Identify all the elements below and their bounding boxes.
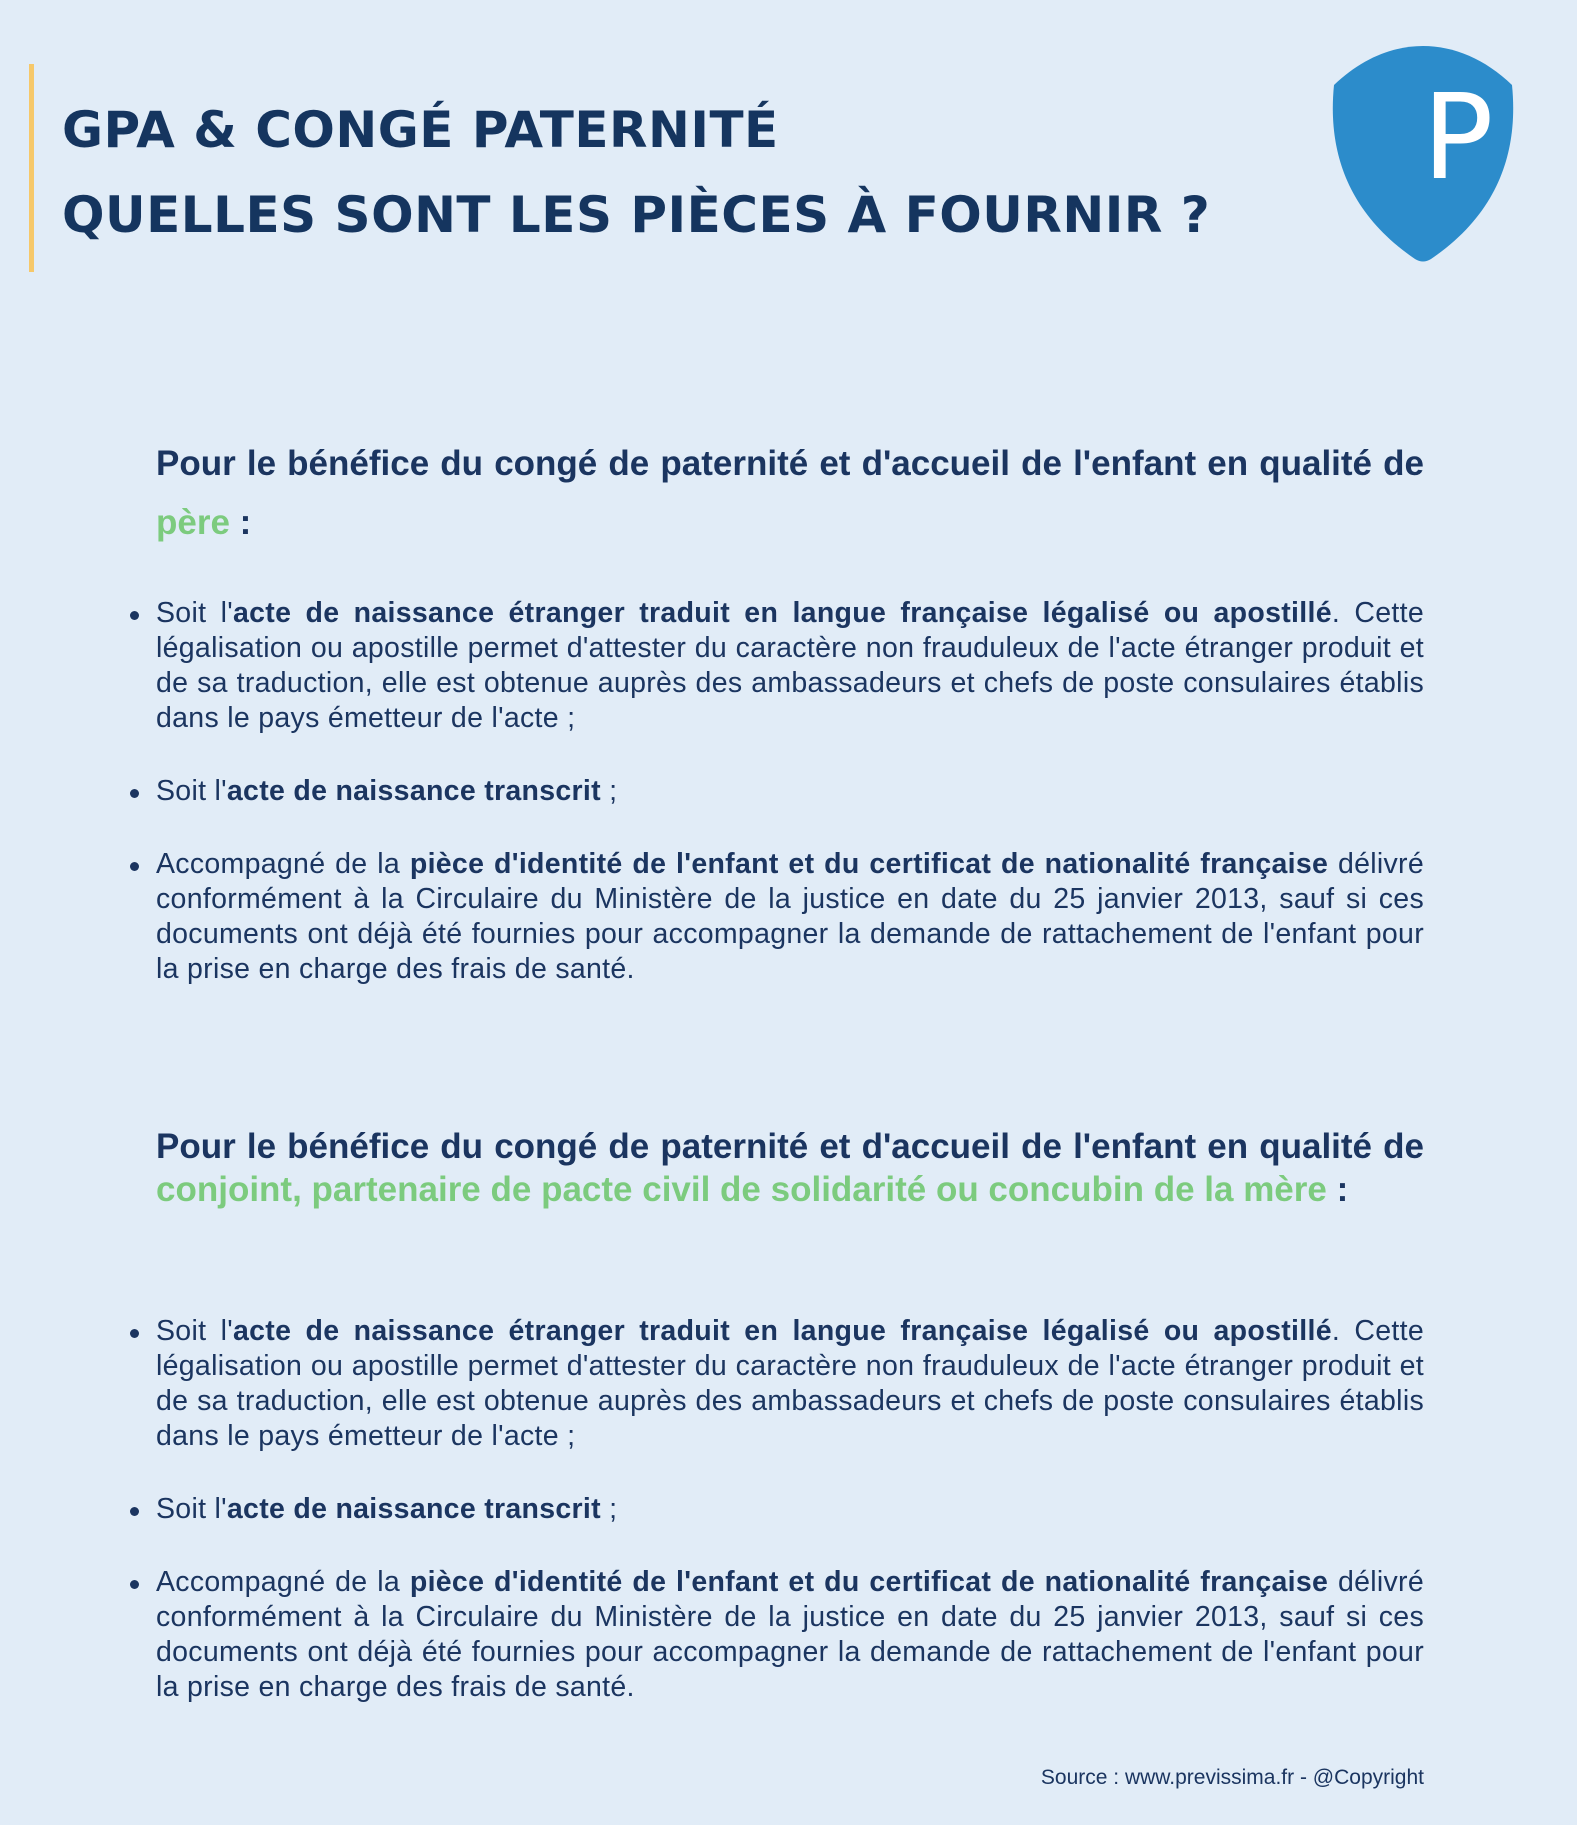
list-item: Accompagné de la pièce d'identité de l'enfant et du certificat de nationalité française délivré conformément à la Circulaire du Ministère de la justice en date du 25 janvier 2013, sauf si ces documents ont déjà été fournies pour accompagner la demande de rattachement de l'enfant pour la prise en charge des frais de santé. bbox=[156, 1566, 1424, 1703]
list-item: Soit l'acte de naissance étranger traduit en langue française légalisé ou apostillé. Cette légalisation ou apostille permet d'attester du caractère non frauduleux de l'acte étranger produit et de sa traduction, elle est obtenue auprès des ambassadeurs et chefs de poste consulaires établis dans le pays émetteur de l'acte ; bbox=[156, 597, 1424, 734]
previssima-logo-icon bbox=[1328, 45, 1518, 263]
page-title-line-1: GPA & CONGÉ PATERNITÉ bbox=[62, 101, 779, 159]
page-title-line-2: QUELLES SONT LES PIÈCES À FOURNIR ? bbox=[62, 186, 1211, 244]
list-item: Soit l'acte de naissance transcrit ; bbox=[156, 1492, 1424, 1527]
list-item: Soit l'acte de naissance étranger traduit en langue française légalisé ou apostillé. Cette légalisation ou apostille permet d'attester du caractère non frauduleux de l'acte étranger produit et de sa traduction, elle est obtenue auprès des ambassadeurs et chefs de poste consulaires établis dans le pays émetteur de l'acte ; bbox=[156, 1315, 1424, 1452]
section-1-heading-highlight: père bbox=[156, 503, 230, 542]
section-2-heading: Pour le bénéfice du congé de paternité et d'accueil de l'enfant en qualité de conjoint, partenaire de pacte civil de solidarité ou concubin de la mère : bbox=[156, 1127, 1424, 1209]
logo-letter: P bbox=[1422, 68, 1494, 206]
section-1-heading: Pour le bénéfice du congé de paternité et d'accueil de l'enfant en qualité de père : bbox=[156, 444, 1424, 542]
list-item: Soit l'acte de naissance transcrit ; bbox=[156, 774, 1424, 809]
source-credit: Source : www.previssima.fr - @Copyright bbox=[1040, 1766, 1424, 1789]
list-item: Accompagné de la pièce d'identité de l'enfant et du certificat de nationalité française délivré conformément à la Circulaire du Ministère de la justice en date du 25 janvier 2013, sauf si ces documents ont déjà été fournies pour accompagner la demande de rattachement de l'enfant pour la prise en charge des frais de santé. bbox=[156, 848, 1424, 985]
section-2-heading-highlight: conjoint, partenaire de pacte civil de solidarité ou concubin de la mère bbox=[156, 1170, 1327, 1209]
title-accent-bar bbox=[29, 64, 34, 272]
section-1-list bbox=[156, 596, 1424, 987]
section-2-list bbox=[156, 1314, 1424, 1705]
